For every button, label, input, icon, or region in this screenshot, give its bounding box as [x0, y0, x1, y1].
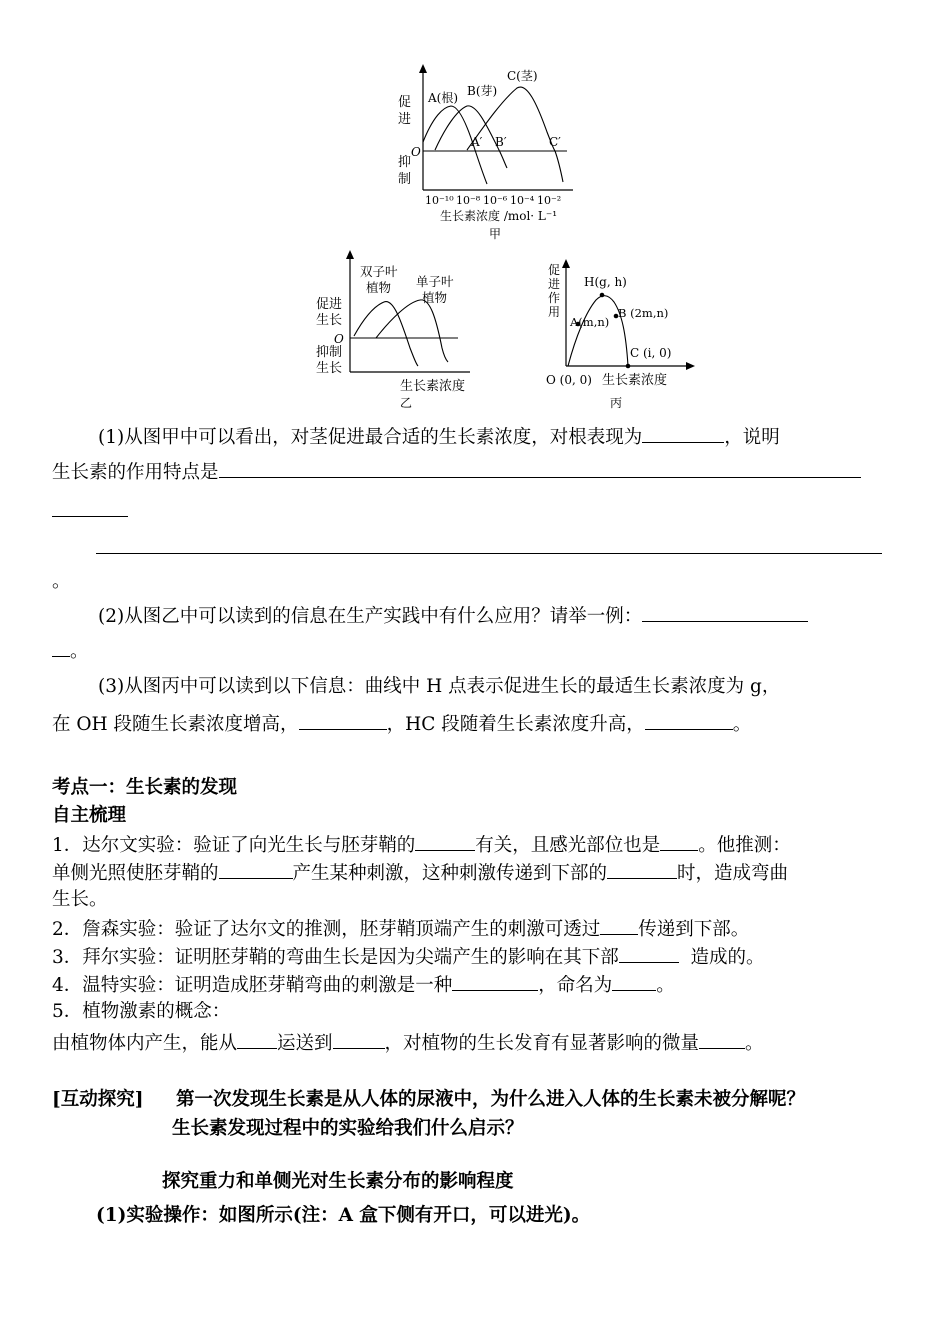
- l8-blank-3[interactable]: [699, 1030, 745, 1049]
- l5-text-a: 3．拜尔实验：证明胚芽鞘的弯曲生长是因为尖端产生的影响在其下部: [52, 947, 619, 968]
- line-3: 生长。: [52, 889, 108, 910]
- l1-blank-2[interactable]: [660, 832, 698, 851]
- line-4: [52, 916, 749, 942]
- sub-title: 自主梳理: [52, 805, 127, 826]
- l8-blank-2[interactable]: [333, 1030, 385, 1049]
- jia-label-inhibit2: 制: [398, 172, 412, 187]
- q3-text-b2: ，HC 段随着生长素浓度升高，: [386, 714, 645, 735]
- section-title: 考点一：生长素的发现: [52, 777, 238, 798]
- q1-blank-1[interactable]: [642, 424, 724, 443]
- l1-text-b: 有关，且感光部位也是: [475, 835, 661, 856]
- bing-point-h: [600, 293, 605, 298]
- yi-y-arrow: [346, 250, 354, 259]
- l2-text-c: 时，造成弯曲: [677, 863, 789, 884]
- jia-label-inhibit: 抑: [398, 155, 412, 170]
- q1-end: 。: [52, 571, 71, 592]
- jia-tick-2: 10⁻⁸: [456, 194, 481, 207]
- l5-blank-1[interactable]: [619, 944, 679, 963]
- l6-text-b: ，命名为: [538, 975, 613, 996]
- jia-zero-a: A′: [471, 135, 483, 149]
- figure-bing: [540, 254, 710, 412]
- l6-blank-2[interactable]: [612, 972, 656, 991]
- l4-text-a: 2．詹森实验：验证了达尔文的推测，胚芽鞘顶端产生的刺激可透过: [52, 919, 601, 940]
- q1-line1: [98, 424, 780, 450]
- jia-label-promote: 促: [398, 95, 412, 110]
- l8-blank-1[interactable]: [237, 1030, 277, 1049]
- hd-tag: [互动探究]: [52, 1089, 144, 1110]
- q1-blank-4[interactable]: [96, 553, 882, 554]
- jia-tick-5: 10⁻²: [537, 194, 562, 207]
- q3-line2: [52, 711, 751, 737]
- figure-jia: [395, 62, 595, 244]
- bing-y-label-3: 作: [548, 291, 561, 305]
- experiment-step-1: (1)实验操作：如图所示(注：A 盒下侧有开口，可以进光)。: [96, 1205, 591, 1226]
- l1-blank-1[interactable]: [415, 832, 475, 851]
- bing-y-label-4: 用: [548, 305, 561, 319]
- jia-x-label: 生长素浓度 /mol· L⁻¹: [440, 209, 558, 223]
- q2-text-a: (2)从图乙中可以读到的信息在生产实践中有什么应用？请举一例：: [98, 606, 643, 627]
- yi-label-inhibit: 抑制: [316, 345, 343, 360]
- q2-end: 。: [70, 641, 89, 662]
- l8-text-b: 运送到: [277, 1033, 333, 1054]
- yi-label-growth2: 生长: [316, 361, 343, 376]
- l6-text-c: 。: [656, 975, 675, 996]
- bing-h-label: H(g, h): [584, 275, 627, 289]
- bing-b-label: B (2m,n): [618, 306, 669, 320]
- l4-text-b: 传递到下部。: [638, 919, 750, 940]
- q2-blank-1[interactable]: [642, 603, 808, 622]
- l8-text-a: 由植物体内产生，能从: [52, 1033, 238, 1054]
- yi-monocot-label-2: 植物: [422, 290, 448, 305]
- bing-a-label: A(m,n): [570, 315, 610, 329]
- q3-blank-2[interactable]: [645, 711, 733, 730]
- jia-y-arrow: [419, 64, 427, 73]
- line-8: [52, 1030, 764, 1056]
- l6-blank-1[interactable]: [452, 972, 538, 991]
- jia-root-label: A(根): [428, 91, 459, 105]
- line-7: 5．植物激素的概念：: [52, 1001, 231, 1022]
- q3-text-b1: 在 OH 段随生长素浓度增高，: [52, 714, 299, 735]
- hd-question-1: 第一次发现生长素是从人体的尿液中，为什么进入人体的生长素未被分解呢？: [176, 1089, 806, 1110]
- yi-origin: O: [334, 332, 344, 346]
- q2-line1: [98, 603, 808, 629]
- bing-x-label: 生长素浓度: [602, 373, 668, 388]
- l2-blank-1[interactable]: [219, 860, 293, 879]
- line-5: [52, 944, 765, 970]
- bing-y-label-2: 进: [548, 277, 561, 291]
- q1-line2: [52, 459, 861, 485]
- jia-bud-label: B(芽): [467, 84, 498, 98]
- yi-label-promote: 促进: [316, 297, 343, 312]
- yi-label-growth1: 生长: [316, 313, 343, 328]
- yi-x-label: 生长素浓度: [400, 379, 466, 394]
- jia-stem-label: C(茎): [507, 69, 538, 83]
- yi-dicot-label-2: 植物: [366, 280, 392, 295]
- l8-text-d: 。: [745, 1033, 764, 1054]
- yi-monocot-label-1: 单子叶: [416, 274, 454, 289]
- bing-y-label-1: 促: [548, 263, 561, 277]
- jia-zero-b: B′: [495, 135, 507, 149]
- l1-text-a: 1．达尔文实验：验证了向光生长与胚芽鞘的: [52, 835, 416, 856]
- q1-text-b: ，说明: [724, 427, 780, 448]
- q3-text-b3: 。: [732, 714, 752, 735]
- line-2: [52, 860, 788, 886]
- jia-zero-c: C′: [549, 135, 561, 149]
- q1-text-a: (1)从图甲中可以看出，对茎促进最合适的生长素浓度，对根表现为: [98, 427, 643, 448]
- q2-blank-2[interactable]: [52, 638, 70, 657]
- q1-blank-3[interactable]: [52, 516, 128, 517]
- hd-question-2: 生长素发现过程中的实验给我们什么启示？: [172, 1118, 524, 1139]
- l6-text-a: 4．温特实验：证明造成胚芽鞘弯曲的刺激是一种: [52, 975, 453, 996]
- l4-blank-1[interactable]: [600, 916, 638, 935]
- jia-caption: 甲: [489, 227, 502, 241]
- line-1: [52, 832, 791, 858]
- yi-dicot-curve: [354, 302, 418, 366]
- bing-point-c: [626, 364, 631, 369]
- bing-caption: 丙: [610, 396, 623, 410]
- bing-x-arrow: [686, 362, 695, 370]
- l1-text-c: 。他推测：: [698, 835, 791, 856]
- q3-blank-1[interactable]: [299, 711, 387, 730]
- l2-blank-2[interactable]: [607, 860, 677, 879]
- experiment-title: 探究重力和单侧光对生长素分布的影响程度: [162, 1171, 514, 1192]
- yi-dicot-label-1: 双子叶: [360, 264, 398, 279]
- jia-tick-1: 10⁻¹⁰: [425, 194, 454, 207]
- q1-text-c: 生长素的作用特点是: [52, 462, 219, 483]
- jia-tick-3: 10⁻⁶: [483, 194, 508, 207]
- jia-label-promote2: 进: [398, 112, 412, 127]
- yi-caption: 乙: [400, 396, 413, 410]
- bing-y-arrow: [562, 259, 570, 268]
- figure-yi: [310, 248, 480, 410]
- line-6: [52, 972, 675, 998]
- q2-line2: [52, 638, 89, 664]
- bing-c-label: C (i, 0): [630, 346, 672, 360]
- jia-origin: O: [411, 145, 421, 159]
- l8-text-c: ，对植物的生长发育有显著影响的微量: [384, 1033, 700, 1054]
- bing-origin: O (0, 0): [546, 373, 592, 387]
- l5-text-b: 造成的。: [690, 947, 765, 968]
- q3-line1: (3)从图丙中可以读到以下信息：曲线中 H 点表示促进生长的最适生长素浓度为 g，: [98, 676, 781, 697]
- l2-text-a: 单侧光照使胚芽鞘的: [52, 863, 219, 884]
- q1-blank-2[interactable]: [219, 459, 861, 478]
- l2-text-b: 产生某种刺激，这种刺激传递到下部的: [292, 863, 608, 884]
- jia-tick-4: 10⁻⁴: [510, 194, 535, 207]
